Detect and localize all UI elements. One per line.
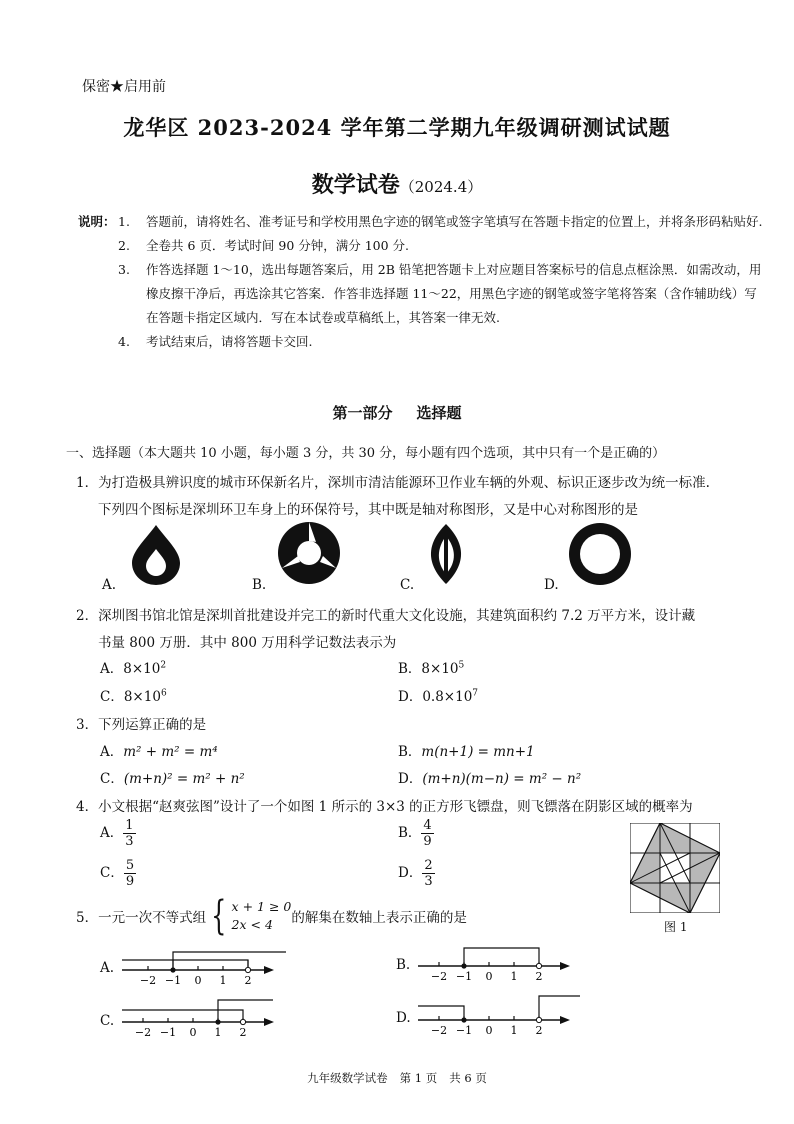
section-name: 选择题 [416, 404, 462, 422]
q3-option-d: D．(m+n)(m−n) = m² − n² [398, 771, 582, 787]
tick-label: 1 [510, 970, 518, 982]
q4-option-c: C． $\frac{5}{9}$ [100, 858, 135, 889]
tick-label: −2 [430, 970, 448, 982]
tick-label: −2 [134, 1026, 152, 1039]
tick-label: −2 [430, 1024, 448, 1036]
q5-suffix: 的解集在数轴上表示正确的是 [291, 910, 467, 926]
q2-option-b: B．$8\times 10^5$ [398, 660, 465, 677]
tick-label: 2 [239, 1026, 247, 1039]
q5-prefix: 5．一元一次不等式组 [76, 910, 207, 926]
q1-icons [100, 520, 740, 595]
q5-option-d-label: D. [396, 1010, 411, 1026]
tick-label: 0 [189, 1026, 197, 1039]
instruction-text: 答题前，请将姓名、准考证号和学校用黑色字迹的钢笔或签字笔填写在答题卡指定的位置上，并将条形码粘贴好. [146, 214, 763, 229]
q4-option-a: A． $\frac{1}{3}$ [100, 818, 134, 849]
tick-label: −1 [159, 1026, 177, 1039]
footer-course: 九年级数学试卷 [307, 1071, 388, 1085]
tick-label: 0 [194, 974, 202, 986]
instructions-heading: 说明： [78, 214, 116, 229]
option-b-label: B. [252, 577, 267, 593]
triple-swirl-icon [276, 520, 342, 586]
instruction-text: 作答选择题 1～10，选出每题答案后，用 2B 铅笔把答题卡上对应题目答案标号的信息点框涂黑．如需改动，用橡皮擦干净后，再选涂其它答案．作答非选择题 11～22，用黑色字迹的钢笔或签字笔将答案（含作辅助线）写在答题卡指定区域内．写在本试卷或草稿纸上，其答案一律无效. [146, 262, 762, 325]
tick-label: 1 [219, 974, 227, 986]
tick-label: −1 [455, 970, 473, 982]
q4-option-d: D． $\frac{2}{3}$ [398, 858, 433, 889]
page-footer [0, 1070, 794, 1086]
q3-option-c: C．(m+n)² = m² + n² [100, 771, 245, 787]
q2-line2: 书量 800 万册．其中 800 万用科学记数法表示为 [98, 635, 397, 651]
q3-stem: 3．下列运算正确的是 [76, 717, 207, 733]
option-d-label: D. [544, 577, 559, 593]
q4-stem: 4．小文根据“赵爽弦图”设计了一个如图 1 所示的 3×3 的正方形飞镖盘，则飞镖落在阴影区域的概率为 [76, 799, 693, 815]
instruction-item [78, 258, 768, 330]
instruction-item [78, 234, 768, 258]
q2-option-c: C．$8\times 10^6$ [100, 688, 167, 705]
leaf-icon [424, 522, 468, 586]
inequality-2: 2x < 4 [231, 917, 273, 932]
footer-total: 共 6 页 [449, 1071, 487, 1085]
instruction-number: 3. [118, 262, 130, 277]
footer-page: 第 1 页 [399, 1071, 438, 1085]
instruction-item [78, 330, 768, 354]
number-line-c [118, 994, 288, 1040]
exam-title: 龙华区 2023-2024 学年第二学期九年级调研测试试题 [123, 115, 671, 140]
q3-option-b: B．m(n+1) = mn+1 [398, 744, 535, 760]
option-c-label: C. [400, 577, 415, 593]
tick-label: 2 [535, 970, 543, 982]
tick-label: 1 [214, 1026, 222, 1039]
tick-label: 0 [485, 1024, 493, 1036]
water-drop-icon [128, 523, 184, 585]
group-title: 一、选择题（本大题共 10 小题，每小题 3 分，共 30 分，每小题有四个选项，其中只有一个是正确的） [66, 446, 666, 461]
confidential-mark: 保密★启用前 [82, 79, 166, 95]
tick-label: 1 [510, 1024, 518, 1036]
q5-stem [76, 893, 467, 939]
tick-label: 0 [485, 970, 493, 982]
q4-option-b: B． $\frac{4}{9}$ [398, 818, 432, 849]
q1-line1: 1．为打造极具辨识度的城市环保新名片，深圳市清洁能源环卫作业车辆的外观、标识正逐步改为统一标准. [76, 475, 710, 491]
instruction-number: 2. [118, 238, 130, 253]
section-heading [0, 402, 794, 423]
number-line-d [414, 990, 584, 1036]
tick-label: 2 [244, 974, 252, 986]
tick-label: −1 [455, 1024, 473, 1036]
instructions [78, 210, 768, 354]
brace-symbol: { [211, 893, 227, 939]
instruction-text: 考试结束后，请将答题卡交回. [146, 334, 313, 349]
q2-option-a: A．$8\times 10^2$ [100, 660, 167, 677]
ring-icon [568, 522, 632, 586]
subject-title: 数学试卷 [311, 172, 400, 198]
tick-label: −1 [164, 974, 182, 986]
number-line-a [118, 940, 288, 986]
inequality-system [206, 893, 292, 939]
exam-date: （2024.4） [399, 178, 483, 196]
section-part: 第一部分 [332, 404, 393, 422]
option-a-label: A. [102, 577, 117, 593]
q5-option-b-label: B. [396, 957, 411, 973]
q2-line1: 2．深圳图书馆北馆是深圳首批建设并完工的新时代重大文化设施，其建筑面积约 7.2 万平方米，设计藏 [76, 608, 696, 624]
exam-subtitle [0, 168, 794, 199]
number-line-b [414, 936, 584, 982]
q1-line2: 下列四个图标是深圳环卫车身上的环保符号，其中既是轴对称图形，又是中心对称图形的是 [98, 502, 638, 518]
figure-caption: 图 1 [664, 920, 688, 934]
tick-label: −2 [139, 974, 157, 986]
instruction-number: 4. [118, 334, 130, 349]
inequality-1: x + 1 ≥ 0 [231, 899, 292, 914]
q3-option-a: A．m² + m² = m⁴ [100, 744, 218, 760]
q2-option-d: D．$0.8\times 10^7$ [398, 688, 479, 705]
dartboard-figure [630, 823, 720, 913]
instruction-text: 全卷共 6 页．考试时间 90 分钟，满分 100 分. [146, 238, 410, 253]
tick-label: 2 [535, 1024, 543, 1036]
instruction-item [78, 210, 768, 234]
q5-option-a-label: A. [100, 960, 115, 976]
instruction-number: 1. [118, 214, 130, 229]
q5-option-c-label: C. [100, 1013, 115, 1029]
